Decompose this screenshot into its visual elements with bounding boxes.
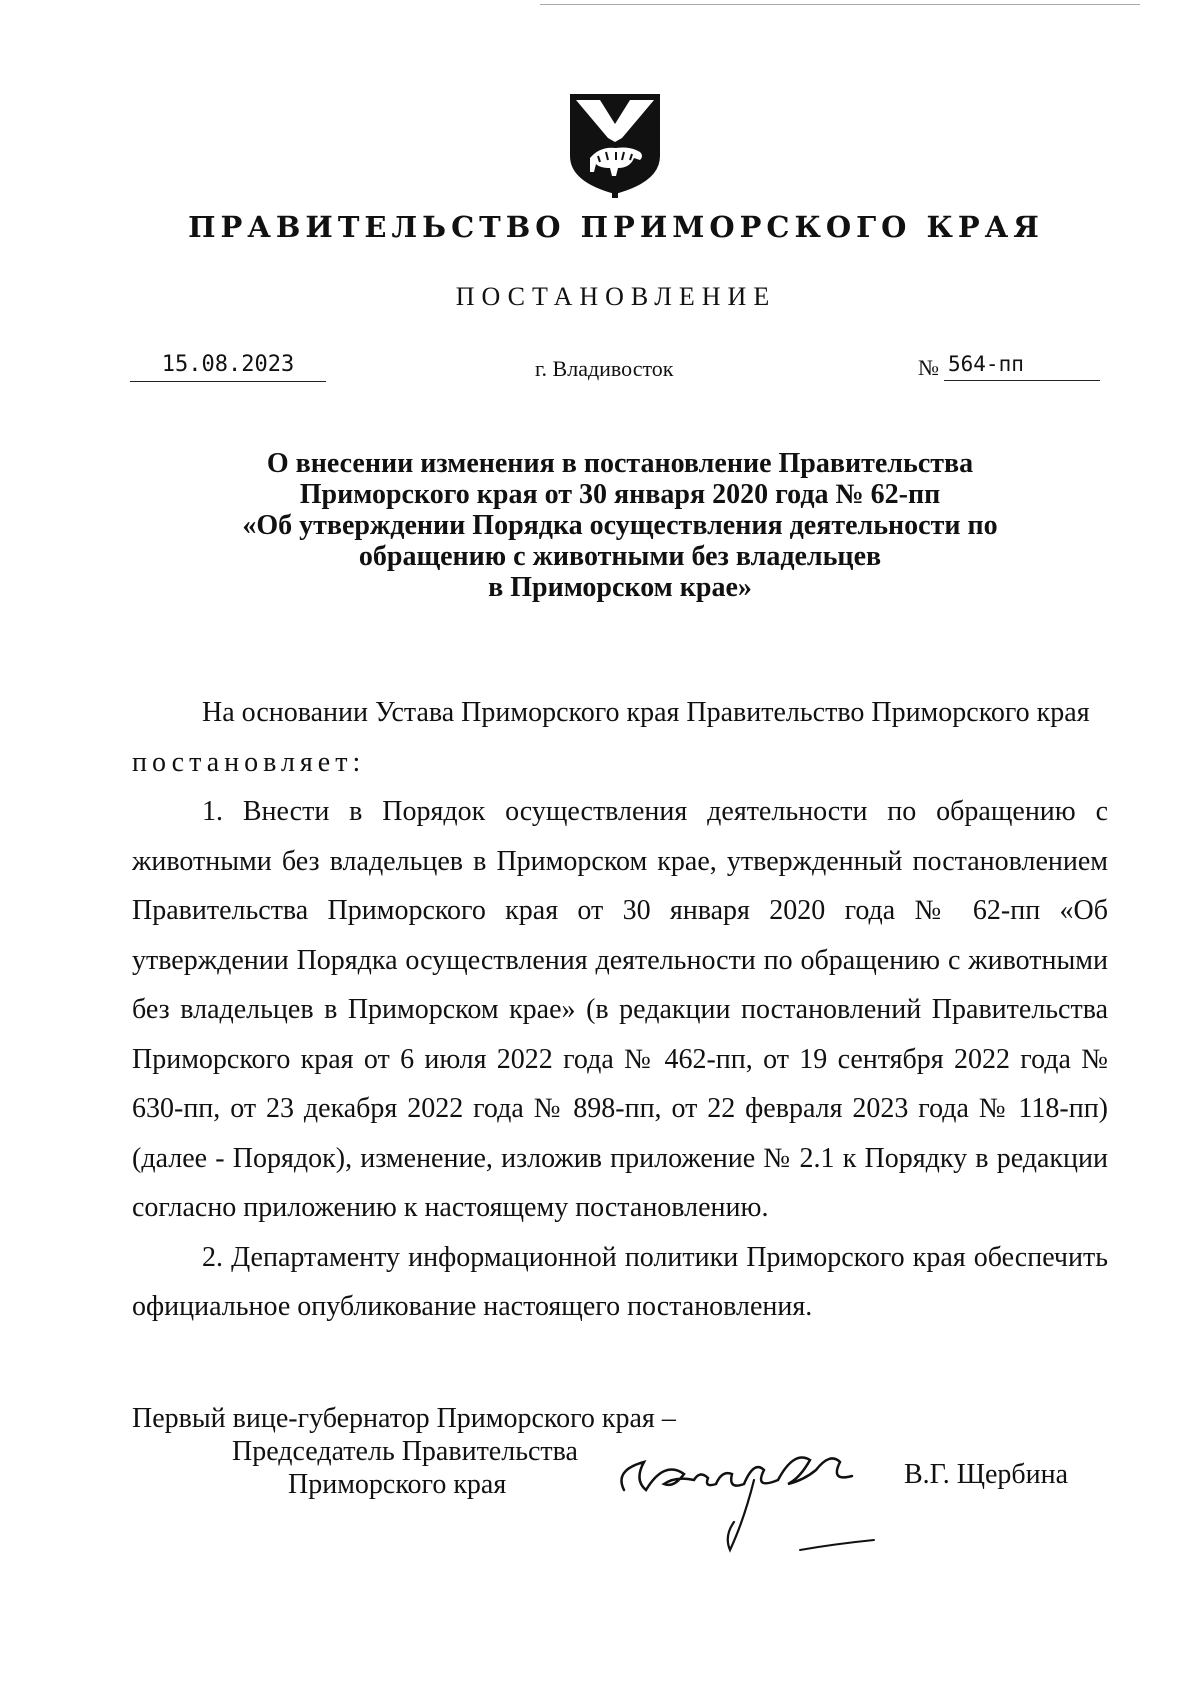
title-line: «Об утверждении Порядка осуществления деятельности по [242, 510, 998, 541]
scan-edge-line [540, 4, 1140, 5]
position-line: Председатель Правительства [232, 1436, 578, 1467]
document-city: г. Владивосток [535, 356, 674, 381]
position-line: Первый вице-губернатор Приморского края – [132, 1403, 676, 1434]
organization-name: ПРАВИТЕЛЬСТВО ПРИМОРСКОГО КРАЯ [188, 210, 1044, 244]
resolves-word: постановляет: [132, 746, 366, 778]
document-date: 15.08.2023 [130, 352, 326, 382]
coat-of-arms-emblem-icon [560, 86, 670, 198]
number-sign: № [918, 355, 939, 380]
title-line: О внесении изменения в постановление Правительства [266, 448, 974, 479]
item-2-paragraph: 2. Департаменту информационной политики Приморского края обеспечить официальное опубликование настоящего постановления. [132, 1241, 1108, 1322]
signer-name: В.Г. Щербина [904, 1459, 1069, 1490]
document-body [132, 688, 1108, 1332]
signatory-position [132, 1402, 676, 1501]
title-line: обращению с животными без владельцев [358, 541, 882, 572]
document-type: ПОСТАНОВЛЕНИЕ [455, 282, 777, 311]
preamble-paragraph: На основании Устава Приморского края Правительство Приморского края [202, 697, 1090, 728]
document-number: 564-пп [944, 352, 1100, 381]
item-1-paragraph: 1. Внести в Порядок осуществления деятельности по обращению с животными без владельцев в Приморском крае, утвержденный постановлением Правительства Приморского края от 30 января 2020 года № 62-пп «Об утверждении Порядка осуществления деятельности по обращению с животными без владельцев в Приморском крае» (в редакции постановлений Правительства Приморского края от 6 июля 2022 года № 462-пп, от 19 сентября 2022 года № 630-пп, от 23 декабря 2022 года № 898-пп, от 22 февраля 2023 года № 118-пп) (далее - Порядок), изменение, изложив приложение № 2.1 к Порядку в редакции согласно приложению к настоящему постановлению. [132, 796, 1108, 1223]
title-line: в Приморском крае» [488, 572, 752, 603]
handwritten-signature-icon [604, 1440, 954, 1570]
title-line: Приморского края от 30 января 2020 года № 62-пп [299, 479, 941, 510]
document-title [200, 448, 1040, 603]
position-line: Приморского края [288, 1469, 507, 1500]
